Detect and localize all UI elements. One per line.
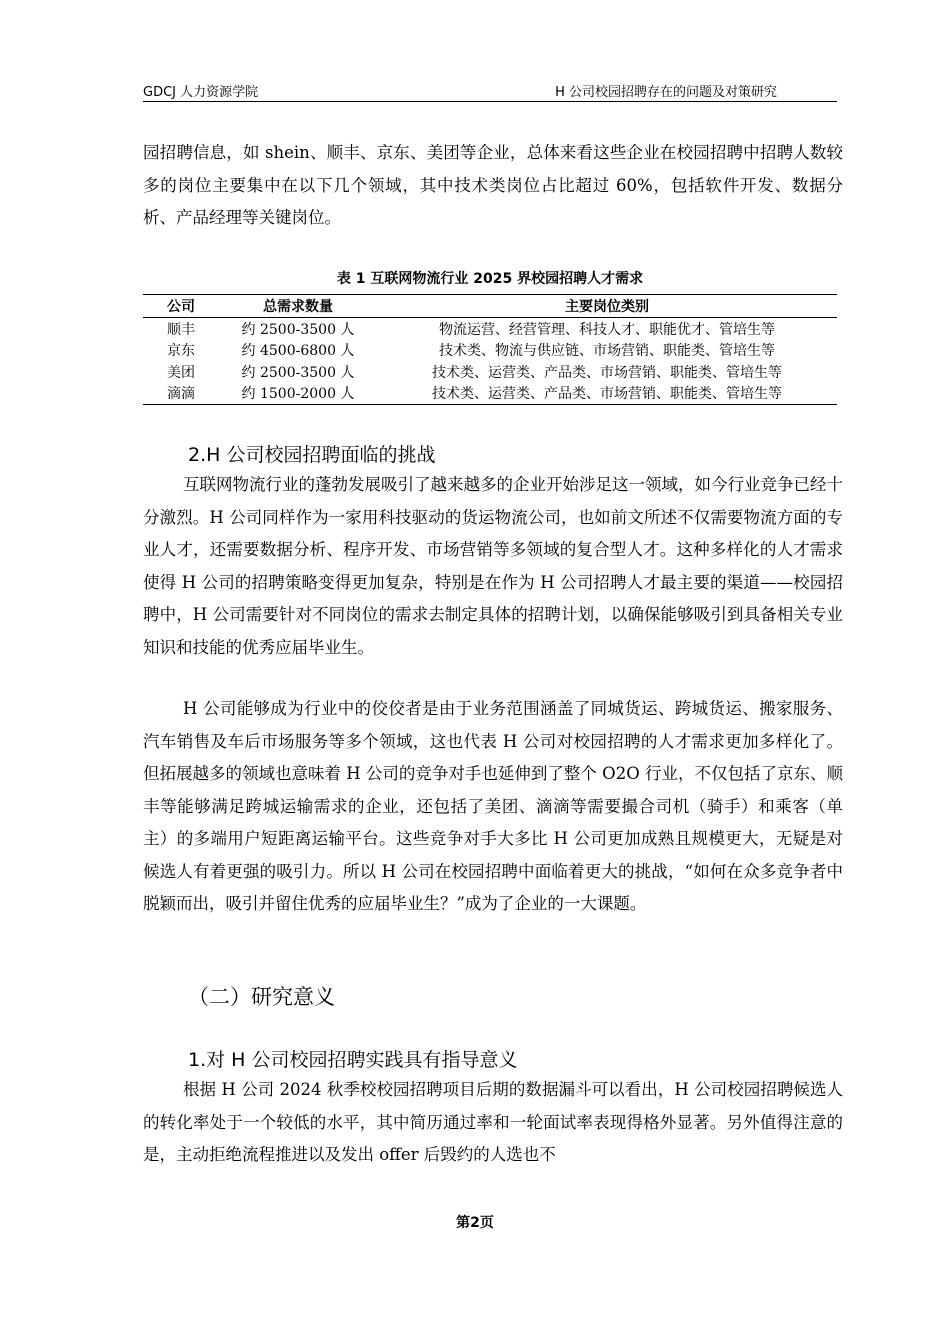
table-caption: 表 1 互联网物流行业 2025 界校园招聘人才需求 <box>336 271 644 287</box>
cell-company: 滴滴 <box>143 383 219 405</box>
cell-total-demand: 约 2500-3500 人 <box>241 364 355 381</box>
body-paragraph: 互联网物流行业的蓬勃发展吸引了越来越多的企业开始涉足这一领域，如今行业竞争已经十分激烈。H 公司同样作为一家用科技驱动的货运物流公司，也如前文所述不仅需要物流方面的专业人才，还需要数据分析、程序开发、市场营销等多领域的复合型人才。这种多样化的人才需求使得 H 公司的招聘策略变得更加复杂，特别是在作为 H 公司招聘人才最主要的渠道——校园招聘中，H 公司需要针对不同岗位的需求去制定具体的招聘计划，以确保能够吸引到具备相关专业知识和技能的优秀应届毕业生。 <box>143 475 843 657</box>
cell-main-positions: 技术类、物流与供应链、市场营销、职能类、管培生等 <box>439 343 775 360</box>
intro-paragraph: 园招聘信息，如 shein、顺丰、京东、美团等企业，总体来看这些企业在校园招聘中招聘人数较多的岗位主要集中在以下几个领域，其中技术类岗位占比超过 60%，包括软件开发、数据分析、产品经理等关键岗位。 <box>143 143 843 227</box>
cell-total-demand: 约 1500-2000 人 <box>219 383 377 405</box>
body-paragraph: H 公司能够成为行业中的佼佼者是由于业务范围涵盖了同城货运、跨城货运、搬家服务、汽车销售及车后市场服务等多个领域，这也代表 H 公司对校园招聘的人才需求更加多样化了。但拓展越多的领域也意味着 H 公司的竞争对手也延伸到了整个 O2O 行业，不仅包括了京东、顺丰等能够满足跨城运输需求的企业，还包括了美团、滴滴等需要撮合司机（骑手）和乘客（单主）的多端用户短距离运输平台。这些竞争对手大多比 H 公司更加成熟且规模更大，无疑是对候选人有着更强的吸引力。所以 H 公司在校园招聘中面临着更大的挑战，“如何在众多竞争者中脱颖而出，吸引并留住优秀的应届毕业生？”成为了企业的一大课题。 <box>143 699 843 913</box>
cell-company: 美团 <box>167 364 195 381</box>
cell-total-demand: 约 2500-3500 人 <box>241 321 355 338</box>
table-row <box>143 340 837 362</box>
cell-company: 京东 <box>167 343 195 360</box>
page-number: 第2页 <box>456 1215 494 1231</box>
cell-main-positions: 物流运营、经营管理、科技人才、职能优才、管培生等 <box>439 321 775 338</box>
section-heading-challenge: 2.H 公司校园招聘面临的挑战 <box>188 444 436 466</box>
table-row <box>143 318 837 340</box>
header-school: GDCJ 人力资源学院 <box>143 85 259 100</box>
cell-main-positions: 技术类、运营类、产品类、市场营销、职能类、管培生等 <box>377 383 837 405</box>
section-heading-guidance: 1.对 H 公司校园招聘实践具有指导意义 <box>188 1049 518 1071</box>
page-header <box>143 79 837 102</box>
column-header-total-demand: 总需求数量 <box>219 295 377 318</box>
column-header-company: 公司 <box>143 295 219 318</box>
table-row <box>143 383 837 405</box>
cell-main-positions: 技术类、运营类、产品类、市场营销、职能类、管培生等 <box>432 364 782 381</box>
cell-company: 顺丰 <box>167 321 195 338</box>
cell-total-demand: 约 4500-6800 人 <box>241 343 355 360</box>
header-thesis-title: H 公司校园招聘存在的问题及对策研究 <box>555 85 777 100</box>
column-header-main-positions: 主要岗位类别 <box>377 295 837 318</box>
body-paragraph: 根据 H 公司 2024 秋季校校园招聘项目后期的数据漏斗可以看出，H 公司校园招聘候选人的转化率处于一个较低的水平，其中简历通过率和一轮面试率表现得格外显著。另外值得注意的是，主动拒绝流程推进以及发出 offer 后毁约的人选也不 <box>143 1080 843 1164</box>
recruitment-demand-table <box>143 294 837 405</box>
table-row <box>143 361 837 383</box>
section-heading-significance: （二）研究意义 <box>188 985 335 1009</box>
table-header-row <box>143 295 837 318</box>
